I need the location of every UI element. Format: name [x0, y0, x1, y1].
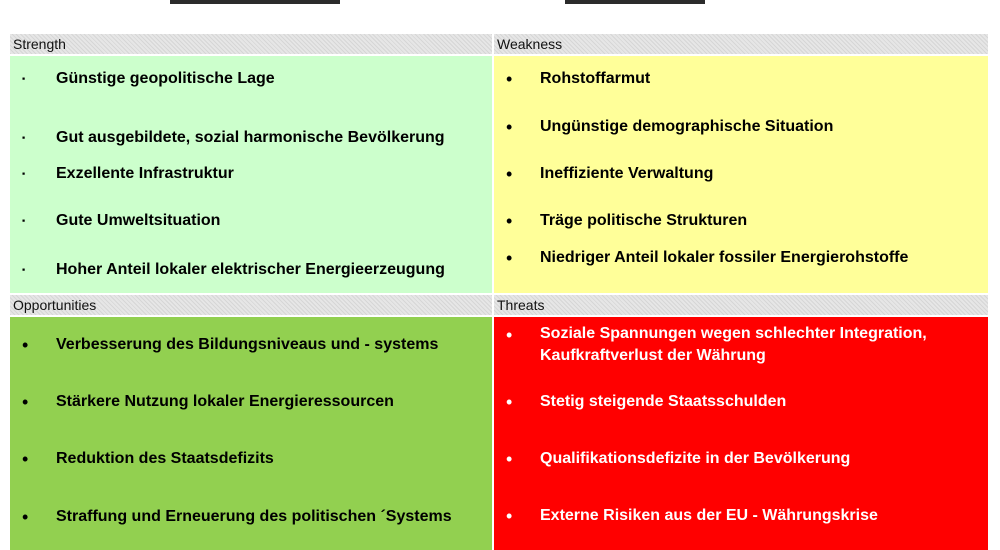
- weakness-item-text: Träge politische Strukturen: [540, 212, 748, 229]
- bullet-icon: •: [506, 164, 513, 184]
- strength-item-text: Günstige geopolitische Lage: [56, 70, 275, 87]
- threats-item-text: Soziale Spannungen wegen schlechter Integration, Kaufkraftverlust der Währung: [540, 325, 927, 364]
- strength-item-text: Exzellente Infrastruktur: [56, 165, 234, 182]
- strength-item-text: Gut ausgebildete, sozial harmonische Bevölkerung: [56, 129, 445, 146]
- square-bullet-icon: ▪: [22, 215, 26, 226]
- strength-quadrant: [10, 56, 492, 293]
- cropped-title-right: [565, 0, 705, 4]
- bullet-icon: •: [22, 392, 29, 412]
- threats-quadrant: [494, 317, 988, 550]
- opportunities-item-text: Verbesserung des Bildungsniveaus und - systems: [56, 336, 439, 353]
- bullet-icon: •: [22, 335, 29, 355]
- weakness-item-text: Ineffiziente Verwaltung: [540, 165, 714, 182]
- opportunities-item-text: Straffung und Erneuerung des politischen ´Systems: [56, 508, 452, 525]
- weakness-quadrant: [494, 56, 988, 293]
- bullet-icon: •: [506, 211, 513, 231]
- square-bullet-icon: ▪: [22, 73, 26, 84]
- opportunities-item-text: Reduktion des Staatsdefizits: [56, 450, 274, 467]
- weakness-item-text: Ungünstige demographische Situation: [540, 118, 834, 135]
- opportunities-header: Opportunities: [10, 295, 492, 315]
- weakness-header: Weakness: [494, 34, 988, 54]
- opportunities-item-text: Stärkere Nutzung lokaler Energieressourcen: [56, 393, 394, 410]
- bullet-icon: •: [506, 248, 513, 268]
- weakness-item-text: Rohstoffarmut: [540, 70, 651, 87]
- bullet-icon: •: [506, 325, 513, 345]
- bullet-icon: •: [506, 449, 513, 469]
- opportunities-quadrant: [10, 317, 492, 550]
- square-bullet-icon: ▪: [22, 168, 26, 179]
- strength-header: Strength: [10, 34, 492, 54]
- cropped-title-left: [170, 0, 340, 4]
- bullet-icon: •: [506, 506, 513, 526]
- threats-item-text: Stetig steigende Staatsschulden: [540, 393, 787, 410]
- threats-item-text: Qualifikationsdefizite in der Bevölkerung: [540, 450, 851, 467]
- square-bullet-icon: ▪: [22, 132, 26, 143]
- threats-header: Threats: [494, 295, 988, 315]
- strength-item-text: Gute Umweltsituation: [56, 212, 221, 229]
- bullet-icon: •: [506, 69, 513, 89]
- bullet-icon: •: [506, 117, 513, 137]
- bullet-icon: •: [22, 507, 29, 527]
- strength-item-text: Hoher Anteil lokaler elektrischer Energieerzeugung: [56, 261, 445, 278]
- bullet-icon: •: [506, 392, 513, 412]
- threats-item-text: Externe Risiken aus der EU - Währungskrise: [540, 507, 878, 524]
- bullet-icon: •: [22, 449, 29, 469]
- weakness-item-text: Niedriger Anteil lokaler fossiler Energierohstoffe: [540, 249, 909, 266]
- square-bullet-icon: ▪: [22, 264, 26, 275]
